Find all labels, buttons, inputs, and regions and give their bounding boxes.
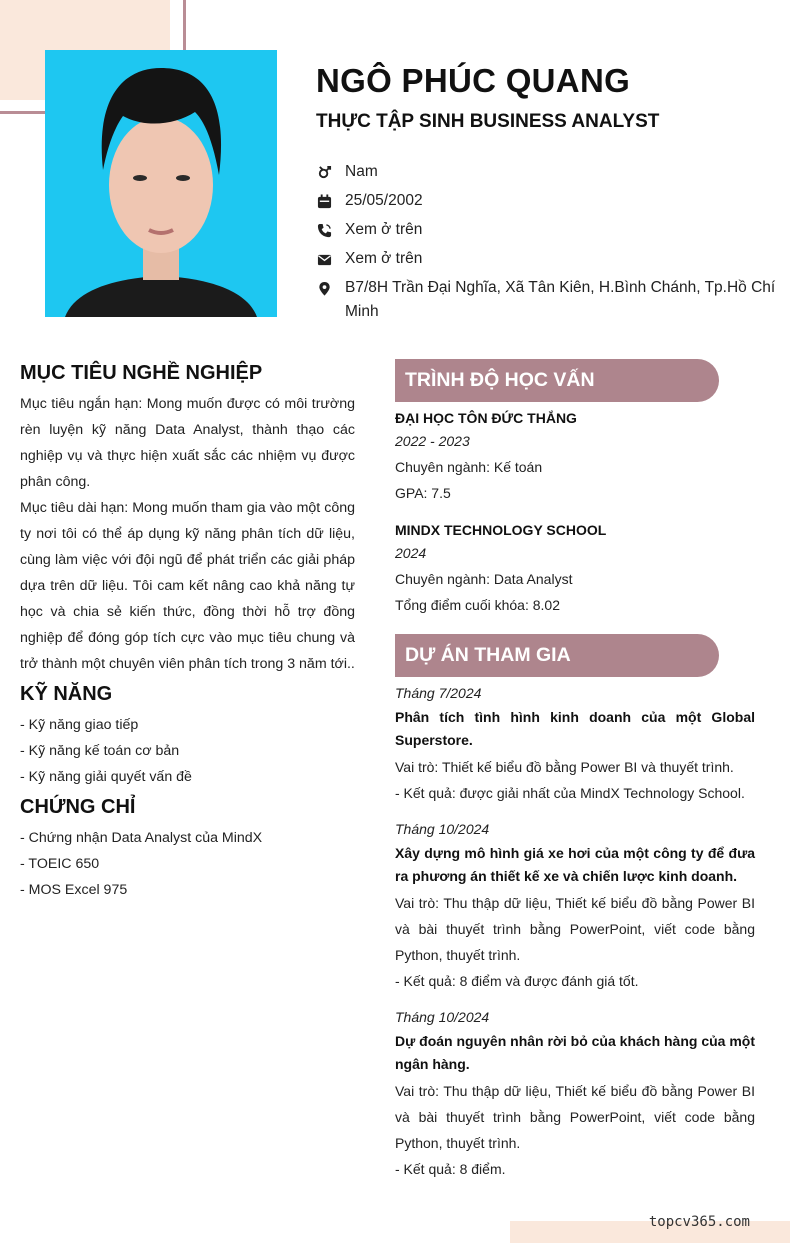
project-date: Tháng 10/2024 <box>395 1009 490 1025</box>
skill-item: - Kỹ năng giao tiếp <box>20 717 139 733</box>
project-item <box>395 1004 755 1182</box>
skill-item: - Kỹ năng kế toán cơ bản <box>20 743 180 759</box>
project-date: Tháng 10/2024 <box>395 821 490 837</box>
education-major: Chuyên ngành: Data Analyst <box>395 571 573 587</box>
project-role: Vai trò: Thiết kế biểu đồ bằng Power BI và thuyết trình. <box>395 759 734 775</box>
project-result: - Kết quả: 8 điểm và được đánh giá tốt. <box>395 973 639 989</box>
calendar-icon <box>316 189 333 213</box>
candidate-name: NGÔ PHÚC QUANG <box>316 62 631 99</box>
phone-icon <box>316 218 333 242</box>
info-birthday <box>316 189 776 213</box>
certificate-item: - Chứng nhận Data Analyst của MindX <box>20 830 263 846</box>
left-column <box>20 362 355 903</box>
education-school: ĐẠI HỌC TÔN ĐỨC THẮNG <box>395 410 577 426</box>
project-item <box>395 816 755 994</box>
education-score: Tổng điểm cuối khóa: 8.02 <box>395 597 560 613</box>
certificate-item: - TOEIC 650 <box>20 856 100 872</box>
info-address <box>316 276 776 324</box>
project-role: Vai trò: Thu thập dữ liệu, Thiết kế biểu đồ bằng Power BI và bài thuyết trình bằng PowerPoint, viết code bằng Python, thuyết trình. <box>395 1083 755 1151</box>
certificate-item: - MOS Excel 975 <box>20 882 128 898</box>
profile-photo <box>45 50 277 317</box>
info-gender-text: Nam <box>345 163 378 180</box>
info-email-text: Xem ở trên <box>345 250 423 267</box>
project-name: Phân tích tình hình kinh doanh của một Global Superstore. <box>395 709 755 748</box>
objective-long-term: Mục tiêu dài hạn: Mong muốn tham gia vào một công ty nơi tôi có thể áp dụng kỹ năng phân tích dữ liệu, cùng làm việc với đội ngũ để phát triển các giải pháp dựa trên dữ liệu. Tôi cam kết nâng cao khả năng tự học và chia sẻ kiến thức, đồng thời hỗ trợ đồng nghiệp để đóng góp tích cực vào mục tiêu chung và trở thành một chuyên viên phân tích trong 3 năm tới.. <box>20 500 355 672</box>
skill-item: - Kỹ năng giải quyết vấn đề <box>20 769 192 785</box>
objective-title: MỤC TIÊU NGHỀ NGHIỆP <box>20 362 263 384</box>
gender-icon <box>316 160 333 184</box>
project-name: Dự đoán nguyên nhân rời bỏ của khách hàng của một ngân hàng. <box>395 1033 756 1072</box>
project-result: - Kết quả: được giải nhất của MindX Technology School. <box>395 785 745 801</box>
info-email <box>316 247 776 271</box>
footer-watermark: topcv365.com <box>648 1214 750 1230</box>
project-result: - Kết quả: 8 điểm. <box>395 1161 506 1177</box>
info-phone <box>316 218 776 242</box>
decor-line-horizontal <box>0 111 45 114</box>
skills-title: KỸ NĂNG <box>20 683 113 705</box>
email-icon <box>316 247 333 271</box>
objective-short-term: Mục tiêu ngắn hạn: Mong muốn được có môi trường rèn luyện kỹ năng Data Analyst, thành thạo các nghiệp vụ và thực hiện xuất sắc các nhiệm vụ được phân công. <box>20 396 355 490</box>
right-column <box>395 359 755 1182</box>
location-icon <box>316 276 333 300</box>
project-item <box>395 680 755 806</box>
education-school: MINDX TECHNOLOGY SCHOOL <box>395 522 607 538</box>
education-period: 2024 <box>395 545 427 561</box>
education-score: GPA: 7.5 <box>395 485 451 501</box>
project-role: Vai trò: Thu thập dữ liệu, Thiết kế biểu đồ bằng Power BI và bài thuyết trình bằng PowerPoint, viết code bằng Python, thuyết trình. <box>395 895 755 963</box>
certificates-title: CHỨNG CHỈ <box>20 796 136 818</box>
contact-info <box>316 160 776 329</box>
projects-title: DỰ ÁN THAM GIA <box>395 634 719 677</box>
education-title: TRÌNH ĐỘ HỌC VẤN <box>395 359 719 402</box>
decor-line-vertical <box>183 0 186 50</box>
education-period: 2022 - 2023 <box>395 433 470 449</box>
education-major: Chuyên ngành: Kế toán <box>395 459 543 475</box>
project-date: Tháng 7/2024 <box>395 685 482 701</box>
info-birthday-text: 25/05/2002 <box>345 192 423 209</box>
info-gender <box>316 160 776 184</box>
job-title: THỰC TẬP SINH BUSINESS ANALYST <box>316 111 660 132</box>
info-phone-text: Xem ở trên <box>345 221 423 238</box>
project-name: Xây dựng mô hình giá xe hơi của một công ty để đưa ra phương án thiết kế xe và chiến lược kinh doanh. <box>395 845 755 884</box>
info-address-text: B7/8H Trần Đại Nghĩa, Xã Tân Kiên, H.Bình Chánh, Tp.Hồ Chí Minh <box>345 279 776 320</box>
